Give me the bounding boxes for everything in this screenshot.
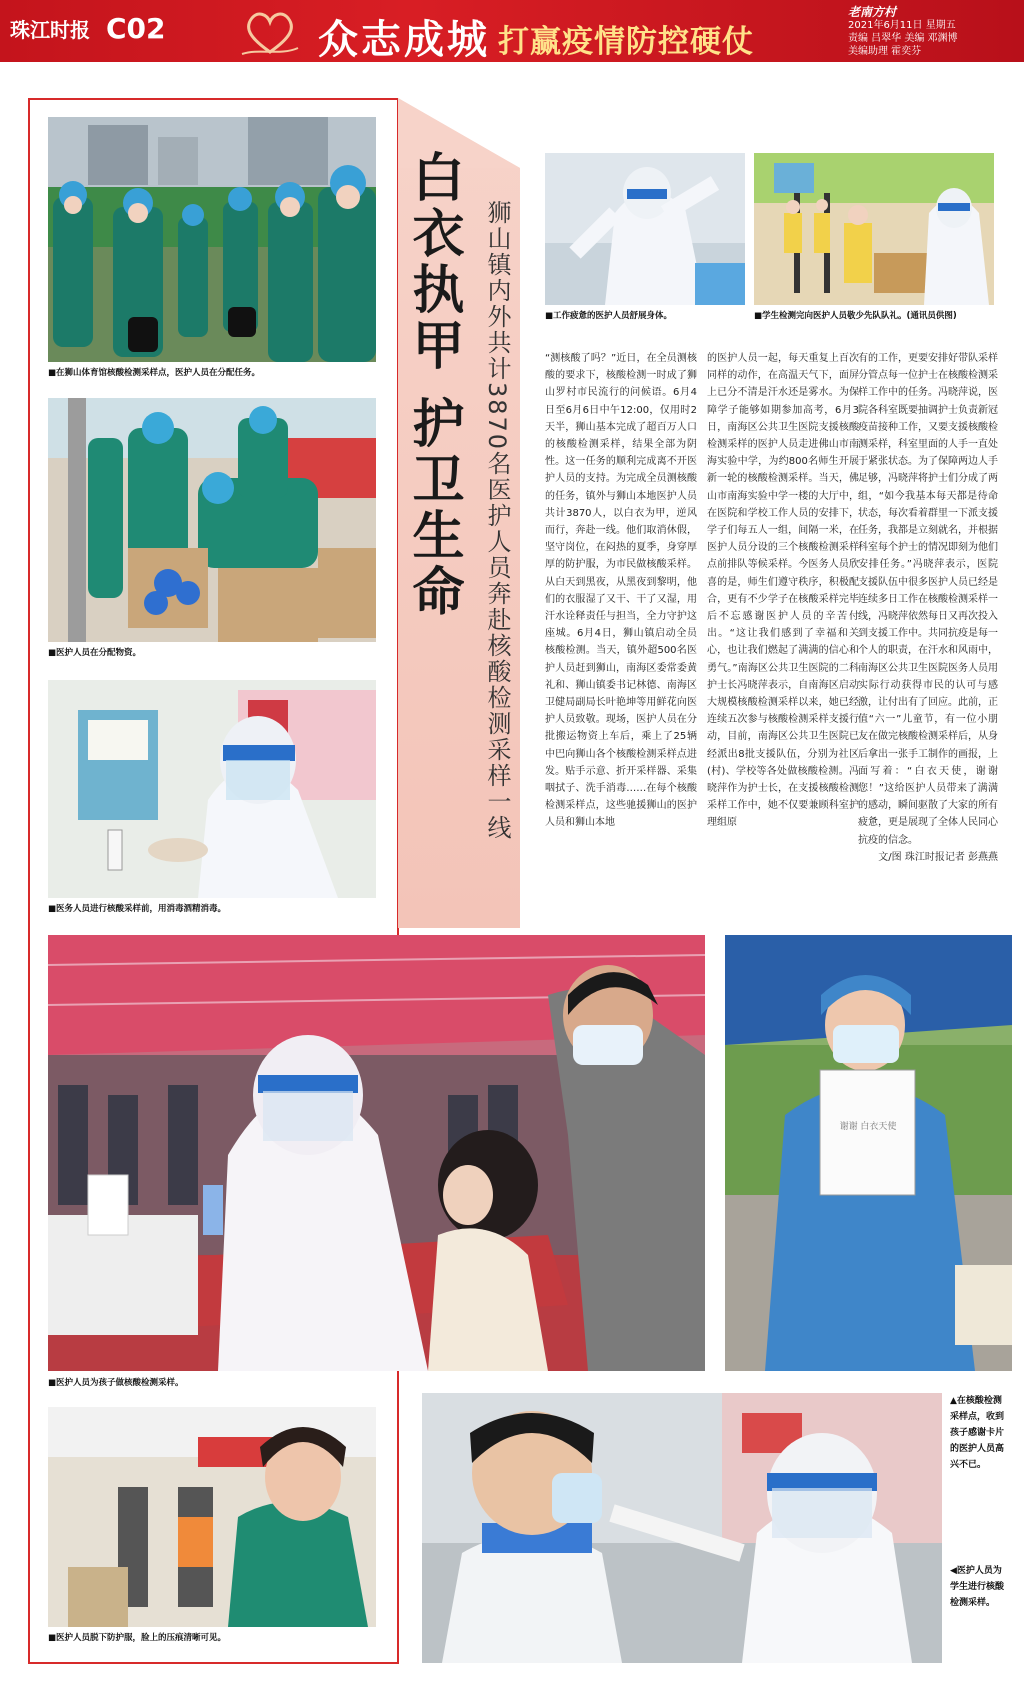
caption-supplies: ■医护人员在分配物资。 bbox=[48, 648, 142, 658]
article-byline: 文/图 珠江时报记者 彭燕燕 bbox=[878, 851, 998, 863]
ribbon-heart-icon bbox=[240, 8, 300, 58]
newspaper-name: 珠江时报 bbox=[10, 18, 90, 42]
caption-salute: ■学生检测完向医护人员敬少先队队礼。(通讯员供图) bbox=[754, 311, 957, 321]
article-column-1: “测核酸了吗？”近日，在全员测核酸的要求下，核酸检测一时成了狮山罗村市民流行的问候语。6月4日至6月6日中午12:00，仅用时2天半，狮山基本完成了超百万人口的核酸检测采样，结果全部为阴性。这一任务的顺利完成离不开医护人员的支持。为完成全员测核酸的任务，镇外与狮山本地医护人员共计3870人，以白衣为甲，逆风而行，奔赴一线。他们取消休假，坚守岗位，在闷热的夏季，身穿厚厚的防护服，为市民做核酸采样。从白天到黑夜，从黑夜到黎明，他们的衣服湿了又干、干了又湿，用汗水诠释责任与担当，全力守护这座城。6月4日，狮山镇启动全员核酸检测。当天，镇外超500名医护人员赶到狮山，南海区委常委黄礼和、狮山镇委书记林德、南海区卫健局副局长叶艳坤等用鲜花向医护人员致敬。现场，医护人员在分批搬运物资上车后，乘上了25辆中巴向狮山各个核酸检测采样点进发。贴手示意、折开采样器、采集咽拭子、洗手消毒……在每个核酸检测采样点，这些驰援狮山的医护人员和狮山本地 bbox=[545, 353, 697, 829]
caption-mask-marks: ■医护人员脱下防护服，脸上的压痕清晰可见。 bbox=[48, 1633, 227, 1643]
issue-date: 2021年6月11日 星期五 bbox=[848, 20, 956, 31]
thank-you-card-text: 谢谢 白衣天使 bbox=[839, 1122, 897, 1132]
photo-stretching bbox=[545, 153, 745, 305]
caption-thank-card: ▲在核酸检测采样点，收到孩子感谢卡片的医护人员高兴不已。 bbox=[950, 1396, 1005, 1470]
photo-student-swab bbox=[422, 1393, 942, 1663]
feature-main-title: 白衣执甲 护卫生命 bbox=[403, 150, 464, 621]
photo-supplies bbox=[48, 398, 376, 642]
caption-student-swab: ◀医护人员为学生进行核酸检测采样。 bbox=[950, 1566, 1005, 1608]
caption-disinfect: ■医务人员进行核酸采样前，用消毒酒精消毒。 bbox=[48, 904, 227, 914]
photo-child-swab bbox=[48, 935, 705, 1371]
photo-disinfect bbox=[48, 680, 376, 898]
page-banner bbox=[0, 0, 1024, 62]
editor-credit: 责编 吕翠华 美编 邓渊博 bbox=[848, 33, 958, 44]
banner-subtitle: 打赢疫情防控硬仗 bbox=[498, 24, 754, 60]
page-number: C02 bbox=[106, 12, 166, 45]
issue-info bbox=[848, 6, 1018, 58]
article-column-2: 的医护人员一起，每天重复上百次同样的动作，在高温天气下，面屏上已分不清是汗水还是雾水。为保障学子能够如期参加高考，6月3日，南海区公共卫生医院支援核酸检测采样的医护人员走进佛山市南海实验中学，为约800名师生开展新一轮的核酸检测采样。当天，佛山市南海实验中学一楼的大厅中，在医院和学校工作人员的安排下，学子们每五人一组，间隔一米，在医护人员分设的三个核酸检测采样点前排队等候采样。今医务人员欣喜的是，师生们遵守秩序，积极配合，更有不少学子在核酸采样完毕后不忘感谢医护人员的辛苦付出。“这让我们感到了幸福和关心，也让我们燃起了满满的信心和勇气。”南海区公共卫生医院的二科护士长冯晓萍表示，自南海区启动大规模核酸检测采样以来，她已经连续五次参与核酸检测采样支援行动，目前，南海区公共卫生医院已经派出8批支援队伍，分别为社区(村)、学校等各处做核酸检测。冯晓萍作为护士长，在支援核酸检测采样工作中，她不仅要兼顾科室护理组原 bbox=[707, 353, 859, 829]
photo-salute bbox=[754, 153, 994, 305]
column-brand: 老南方村 bbox=[848, 5, 897, 19]
photo-mask-marks bbox=[48, 1407, 376, 1627]
article-column-3 bbox=[858, 350, 998, 866]
article-column-3-text: 有的工作，更要安排好带队采样分管点每一位护士在核酸检测采样工作中的任务。冯晓萍说，医院各科室既要抽调护士负责新冠疫苗接种工作，又要支援核酸检测采样，科室里面的人手一直处于紧张状态。为了保障两边人手足够，冯晓萍将护士们分成了两组，“如今我基本每天都是待命状态，每次看着群里一下派支援任务，我都是立刻就名，并根据科室每个护士的情况即刻为他们安排任务。”冯晓萍表示，医院支援队伍中很多医护人员已经是连续多日工作在核酸检测采样一线，冯晓萍依然每日又再次投入到支援工作中。共同抗疫是每一个人的职责，在汗水和风雨中，南海区公共卫生医院医务人员用实际行动获得市民的认可与感激，让付出有了回应。此前，正值“六一”儿童节，有一位小朋友在做完核酸检测采样后，从身后拿出一张手工制作的画报，上面写着：“白衣天使，谢谢您！”这给医护人员带来了满满的感动，瞬间驱散了大家的所有疲惫，更是展现了全体人民同心抗疫的信念。 bbox=[858, 353, 998, 846]
caption-child-swab: ■医护人员为孩子做核酸检测采样。 bbox=[48, 1378, 184, 1388]
photo-task-assignment bbox=[48, 117, 376, 362]
photo-thank-card bbox=[725, 935, 1012, 1371]
banner-title: 众志成城 bbox=[318, 16, 490, 63]
caption-stretching: ■工作疲惫的医护人员舒展身体。 bbox=[545, 311, 673, 321]
caption-task-assignment: ■在狮山体育馆核酸检测采样点，医护人员在分配任务。 bbox=[48, 368, 261, 378]
assistant-credit: 美编助理 霍奕芬 bbox=[848, 46, 922, 57]
feature-sub-title: 狮山镇内外共计3870名医护人员奔赴核酸检测采样一线 bbox=[483, 200, 511, 842]
